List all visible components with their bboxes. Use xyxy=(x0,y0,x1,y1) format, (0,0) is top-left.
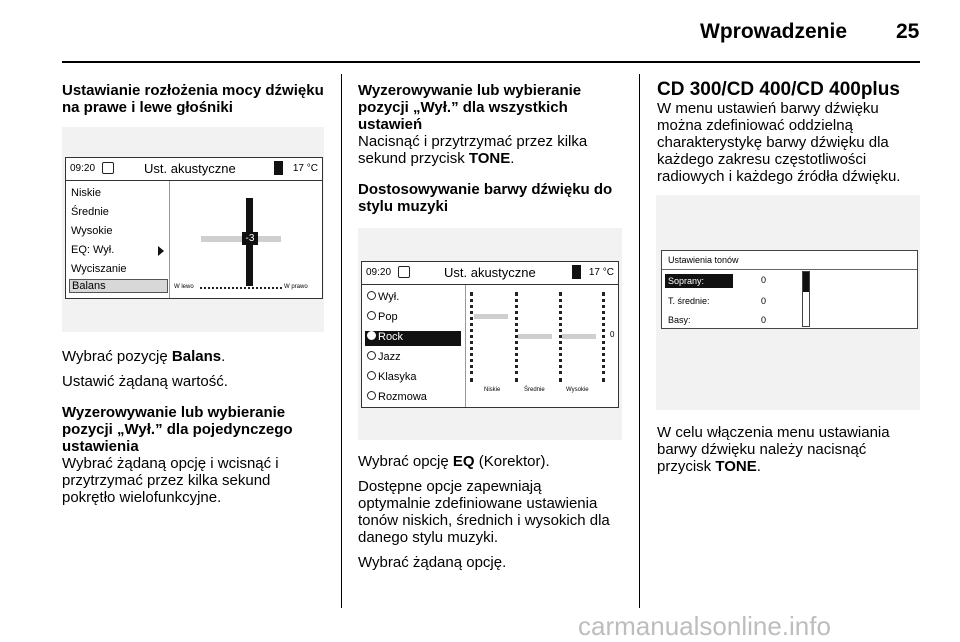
cd-icon xyxy=(102,162,114,174)
screen-title: Ustawienia tonów xyxy=(668,255,739,265)
paragraph: Wybrać opcję EQ (Korektor). xyxy=(358,453,550,470)
radio-icon xyxy=(367,311,376,320)
menu-item-high[interactable]: Wysokie xyxy=(71,225,113,237)
temperature-icon xyxy=(274,161,283,175)
radio-icon xyxy=(367,351,376,360)
eq-band-level[interactable] xyxy=(474,314,508,319)
screen-title: Ust. akustyczne xyxy=(144,161,236,176)
paragraph: Wybrać żądaną opcję. xyxy=(358,554,507,571)
eq-option-1[interactable] xyxy=(365,311,461,326)
radio-icon xyxy=(367,391,376,400)
eq-zero-label: 0 xyxy=(610,330,615,339)
eq-band-label-low: Niskie xyxy=(484,387,501,393)
column-1-text xyxy=(62,348,332,506)
eq-option-label: Klasyka xyxy=(378,371,417,383)
tone-row-treble-value: 0 xyxy=(761,275,767,285)
eq-band-label-mid: Średnie xyxy=(524,387,545,393)
tone-row-bass-label[interactable]: Basy: xyxy=(668,315,691,325)
eq-option-label: Pop xyxy=(378,311,398,323)
screen-title: Ust. akustyczne xyxy=(444,265,536,280)
menu-item-mute[interactable]: Wyciszanie xyxy=(71,263,127,275)
paragraph: Wybrać pozycję Balans. xyxy=(62,348,226,365)
tone-screen-image xyxy=(656,195,920,410)
eq-option-label: Wył. xyxy=(378,291,400,303)
section-heading: Wyzerowywanie lub wybieranie pozycji „Wył.” dla wszystkich ustawień xyxy=(358,82,582,133)
menu-item-mid[interactable]: Średnie xyxy=(71,206,109,218)
menu-item-balance-selected[interactable]: Balans xyxy=(69,279,168,293)
screen-divider xyxy=(465,285,466,407)
paragraph: Ustawić żądaną wartość. xyxy=(62,373,228,390)
eq-band-scale xyxy=(602,292,605,382)
balance-value: -3 xyxy=(242,232,258,245)
radio-selected-icon xyxy=(367,331,376,340)
column-divider xyxy=(341,74,342,608)
eq-band-level[interactable] xyxy=(518,334,552,339)
eq-band-label-high: Wysokie xyxy=(566,387,589,393)
display-screen xyxy=(65,157,323,299)
page-number: 25 xyxy=(896,20,920,43)
section-heading: Wyzerowywanie lub wybieranie pozycji „Wył.” dla pojedynczego ustawienia xyxy=(62,404,293,455)
eq-band-scale xyxy=(470,292,473,382)
display-screen xyxy=(661,250,918,329)
tone-row-mid-value: 0 xyxy=(761,296,767,306)
balance-scale xyxy=(200,287,282,289)
column-divider xyxy=(639,74,640,608)
paragraph: Nacisnąć i przytrzymać przez kilka sekund przycisk TONE. xyxy=(358,133,588,167)
radio-icon xyxy=(367,371,376,380)
header-rule xyxy=(62,61,920,63)
eq-option-label: Jazz xyxy=(378,351,401,363)
display-screen xyxy=(361,261,619,408)
scrollbar-thumb[interactable] xyxy=(803,272,809,292)
section-heading: Dostosowywanie barwy dźwięku do stylu muzyki xyxy=(358,181,613,215)
column-2 xyxy=(358,82,633,215)
page-header-title: Wprowadzenie xyxy=(700,20,848,43)
eq-option-label: Rozmowa xyxy=(378,391,427,403)
section-heading: Ustawianie rozłożenia mocy dźwięku na prawe i lewe głośniki xyxy=(62,82,324,116)
paragraph: Wybrać żądaną opcję i wcisnąć i przytrzymać przez kilka sekund pokrętło wielofunkcyjne. xyxy=(62,455,279,506)
watermark-text: carmanualsonline.info xyxy=(578,611,831,641)
eq-option-5[interactable] xyxy=(365,391,461,406)
temperature-icon xyxy=(572,265,581,279)
paragraph: Dostępne opcje zapewniają optymalnie zdefiniowane ustawienia tonów niskich, średnich i wysokich dla danego stylu muzyki. xyxy=(358,478,610,546)
cd-icon xyxy=(398,266,410,278)
column-1 xyxy=(62,82,332,116)
menu-item-eq[interactable]: EQ: Wył. xyxy=(71,244,115,256)
screen-divider xyxy=(169,181,170,298)
column-3 xyxy=(657,80,927,185)
paragraph: W menu ustawień barwy dźwięku można zdefiniować oddzielną charakterystykę barwy dźwięku dla każdego zakresu częstotliwości radiowych i każdego źródła dźwięku. xyxy=(657,100,901,185)
balance-screen-image xyxy=(62,127,324,332)
temperature-display: 17 °C xyxy=(292,163,318,174)
scale-left-label: W lewo xyxy=(174,284,194,290)
eq-option-2[interactable] xyxy=(365,331,461,346)
eq-option-4[interactable] xyxy=(365,371,461,386)
tone-row-treble-label[interactable]: Soprany: xyxy=(665,274,733,288)
clock-display: 09:20 xyxy=(366,267,392,278)
screen-status-bar xyxy=(66,158,322,181)
tone-row-mid-label[interactable]: T. średnie: xyxy=(668,296,710,306)
eq-option-0[interactable] xyxy=(365,291,461,306)
screen-status-bar xyxy=(362,262,618,285)
column-2-text xyxy=(358,453,636,571)
eq-option-3[interactable] xyxy=(365,351,461,366)
scrollbar[interactable] xyxy=(802,271,810,327)
screen-divider xyxy=(662,269,917,270)
eq-option-label: Rock xyxy=(378,331,404,343)
section-heading: CD 300/CD 400/CD 400plus xyxy=(657,79,900,100)
chevron-right-icon xyxy=(158,246,164,256)
clock-display: 09:20 xyxy=(70,163,96,174)
eq-screen-image xyxy=(358,228,622,440)
menu-item-low[interactable]: Niskie xyxy=(71,187,101,199)
tone-row-bass-value: 0 xyxy=(761,315,767,325)
column-3-text xyxy=(657,424,927,475)
balance-horizontal-bar xyxy=(201,236,281,242)
radio-icon xyxy=(367,291,376,300)
eq-band-level[interactable] xyxy=(562,334,596,339)
temperature-display: 17 °C xyxy=(588,267,614,278)
scale-right-label: W prawo xyxy=(284,284,308,290)
paragraph: W celu włączenia menu ustawiania barwy dźwięku należy nacisnąć przycisk TONE. xyxy=(657,424,890,475)
